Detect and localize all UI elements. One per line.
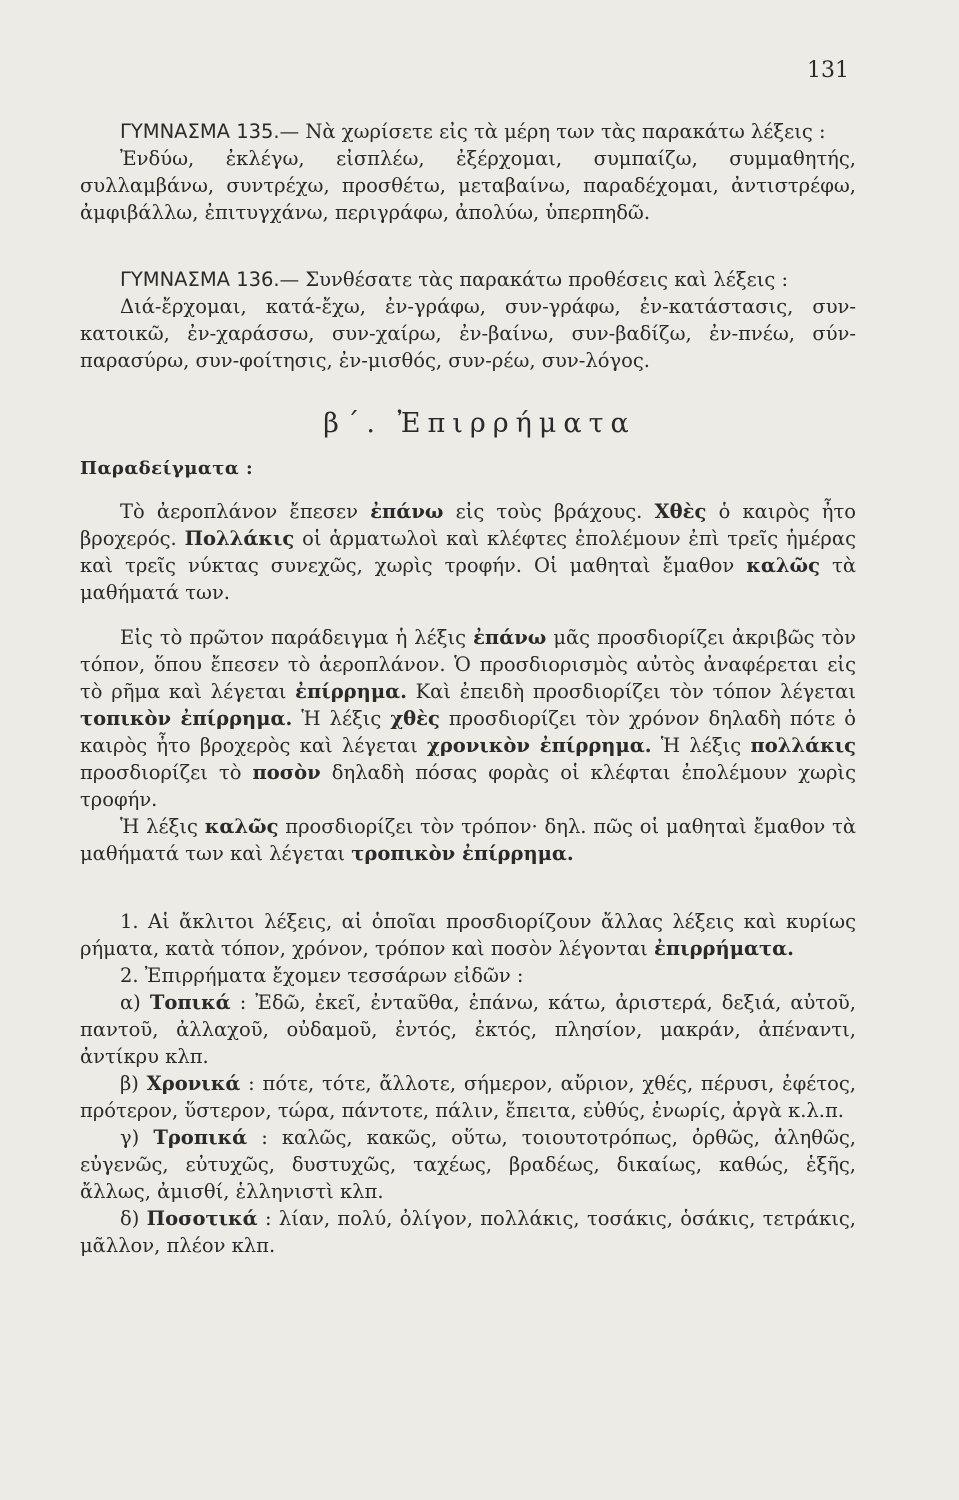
rule-1 [80, 908, 856, 962]
exercise-136 [80, 266, 856, 374]
category-temporal [80, 1070, 856, 1124]
example-text: ὁ καιρὸς ἦτο βροχερός. [80, 500, 856, 550]
exercise-135-heading [80, 118, 856, 145]
explanation-bold: ποσὸν [252, 761, 321, 784]
category-label: γ) [120, 1126, 154, 1149]
category-text: : λίαν, πολύ, ὀλίγον, πολλάκις, τοσάκις, ὁσάκις, τετράκις, μᾶλλον, πλέον κλπ. [80, 1207, 856, 1257]
explanation-bold: ἐπάνω [473, 626, 547, 649]
example-bold-word: Πολλάκις [184, 527, 295, 550]
explanation-text: Εἰς τὸ πρῶτον παράδειγμα ἡ λέξις [120, 626, 474, 649]
explanation-text: Ἡ λέξις [292, 707, 391, 730]
example-bold-word: καλῶς [746, 554, 820, 577]
explanation-paragraph-2 [80, 813, 856, 867]
category-name: Χρονικά [146, 1072, 241, 1095]
example-text: Τὸ ἀεροπλάνον ἔπεσεν [120, 500, 371, 523]
category-label: δ) [120, 1207, 147, 1230]
rule-text: 1. Αἱ ἄκλιτοι λέξεις, αἱ ὁποῖαι προσδιορίζουν ἄλλας λέξεις καὶ κυρίως ρήματα, κατὰ τόπον, χρόνον, τρόπον καὶ ποσὸν λέγονται [80, 910, 856, 960]
example-text: εἰς τοὺς βράχους. [443, 500, 655, 523]
explanation-bold: ἐπίρρημα. [295, 680, 407, 703]
explanation-text: Ἡ λέξις [651, 734, 751, 757]
exercise-135-instruction: — Νὰ χωρίσετε εἰς τὰ μέρη των τὰς παρακάτω λέξεις : [279, 120, 826, 143]
example-bold-word: ἐπάνω [370, 500, 444, 523]
example-text: οἱ ἁρματωλοὶ καὶ κλέφτες ἐπολέμουν ἐπὶ τρεῖς ἡμέρας καὶ τρεῖς νύκτας συνεχῶς, χωρὶς τροφήν. Οἱ μαθηταὶ ἔμαθον [80, 527, 856, 577]
exercise-135 [80, 118, 856, 226]
category-name: Τροπικά [153, 1126, 248, 1149]
exercise-136-instruction: — Συνθέσατε τὰς παρακάτω προθέσεις καὶ λέξεις : [279, 268, 789, 291]
category-local [80, 989, 856, 1070]
category-text: : καλῶς, κακῶς, οὕτω, τοιουτοτρόπως, ὀρθῶς, ἀληθῶς, εὐγενῶς, εὐτυχῶς, δυστυχῶς, ταχέως, βραδέως, δικαίως, καθώς, ἑξῆς, ἄλλως, ἀμισθί, ἑλληνιστὶ κλπ. [80, 1126, 856, 1203]
explanation-bold: καλῶς [204, 815, 279, 838]
category-label: β) [120, 1072, 147, 1095]
example-text: τὰ μαθήματά των. [80, 554, 856, 604]
explanation-text: προσδιορίζει τὸν τρόπον· δηλ. πῶς οἱ μαθηταὶ ἔμαθον τὰ μαθήματά των καὶ λέγεται [80, 815, 856, 865]
examples-text [80, 498, 856, 606]
explanation-text: προσδιορίζει τὸ [80, 761, 253, 784]
explanation-bold: χρονικὸν ἐπίρρημα. [427, 734, 652, 757]
explanation-bold: πολλάκις [750, 734, 857, 757]
exercise-135-words: Ἐνδύω, ἐκλέγω, εἰσπλέω, ἐξέρχομαι, συμπαίζω, συμμαθητής, συλλαμβάνω, συντρέχω, προσθέτω, μεταβαίνω, παραδέχομαι, ἀντιστρέφω, ἀμφιβάλλω, ἐπιτυγχάνω, περιγράφω, ἀπολύω, ὑπερπηδῶ. [80, 147, 856, 224]
category-quantity [80, 1205, 856, 1259]
category-name: Τοπικά [149, 991, 231, 1014]
rule-2: 2. Ἐπιρρήματα ἔχομεν τεσσάρων εἰδῶν : [120, 964, 524, 987]
category-manner [80, 1124, 856, 1205]
explanation-text: μᾶς προσδιορίζει ἀκριβῶς τὸν τόπον, ὅπου ἔπεσεν τὸ ἀεροπλάνον. Ὁ προσδιορισμὸς αὐτὸς ἀναφέρεται εἰς τὸ ρῆμα καὶ λέγεται [80, 626, 856, 703]
examples-paragraph [80, 498, 856, 606]
category-text: : Ἐδῶ, ἐκεῖ, ἐνταῦθα, ἐπάνω, κάτω, ἀριστερά, δεξιά, αὐτοῦ, παντοῦ, ἀλλαχοῦ, οὐδαμοῦ, ἐντός, ἐκτός, πλησίον, μακράν, ἀπέναντι, ἀντίκρυ κλπ. [80, 991, 856, 1068]
category-label: α) [120, 991, 150, 1014]
explanation-text: Ἡ λέξις [120, 815, 205, 838]
rule-bold: ἐπιρρήματα. [654, 937, 794, 960]
explanation-text: Καὶ ἐπειδὴ προσδιορίζει τὸν τόπον λέγεται [406, 680, 856, 703]
rules [80, 908, 856, 1259]
example-bold-word: Χθὲς [654, 500, 707, 523]
explanation-paragraph-1 [80, 624, 856, 813]
explanation-bold: τοπικὸν ἐπίρρημα. [80, 707, 293, 730]
explanation [80, 624, 856, 867]
explanation-text: δηλαδὴ πόσας φορὰς οἱ κλέφται ἐπολέμουν χωρὶς τροφήν. [80, 761, 856, 811]
exercise-135-title: ΓΥΜΝΑΣΜΑ 135. [120, 120, 280, 143]
section-heading: β΄. Ἐπιρρήματα [323, 408, 636, 439]
category-name: Ποσοτικά [146, 1207, 258, 1230]
exercise-136-heading [80, 266, 856, 293]
explanation-bold: χθὲς [390, 707, 440, 730]
category-text: : πότε, τότε, ἄλλοτε, σήμερον, αὔριον, χθές, πέρυσι, ἐφέτος, πρότερον, ὕστερον, τώρα, πάντοτε, πάλιν, ἔπειτα, εὐθύς, ἐνωρίς, ἀργὰ κ.λ.π. [80, 1072, 856, 1122]
explanation-bold: τροπικὸν ἐπίρρημα. [351, 842, 574, 865]
examples-label: Παραδείγματα : [80, 458, 254, 479]
exercise-136-words: Διά-ἔρχομαι, κατά-ἔχω, ἐν-γράφω, συν-γράφω, ἐν-κατάστασις, συν-κατοικῶ, ἐν-χαράσσω, συν-χαίρω, ἐν-βαίνω, συν-βαδίζω, ἐν-πνέω, σύν-παρασύρω, συν-φοίτησις, ἐν-μισθός, συν-ρέω, συν-λόγος. [80, 295, 856, 372]
exercise-136-title: ΓΥΜΝΑΣΜΑ 136. [120, 268, 280, 291]
page-number: 131 [807, 58, 849, 83]
explanation-text: προσδιορίζει τὸν χρόνον δηλαδὴ πότε ὁ καιρὸς ἦτο βροχερὸς καὶ λέγεται [80, 707, 856, 757]
